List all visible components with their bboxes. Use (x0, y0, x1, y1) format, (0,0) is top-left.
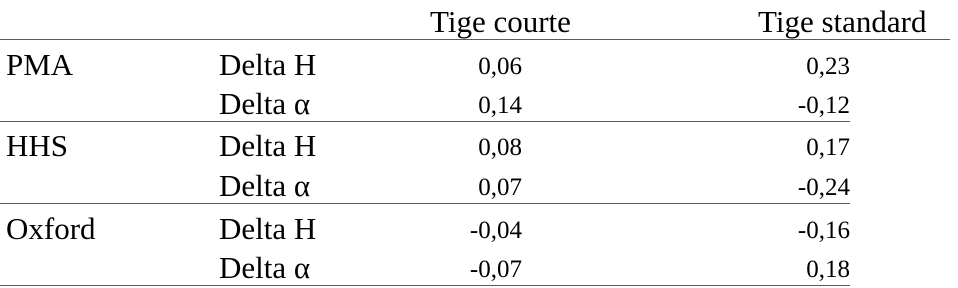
row-measure-label: Delta α (219, 86, 311, 121)
group-label-pma: PMA (6, 47, 74, 82)
value-cell: -0,16 (797, 217, 850, 244)
value-cell: 0,14 (478, 92, 522, 119)
value-cell: -0,07 (469, 256, 522, 283)
row-measure-label: Delta α (219, 250, 311, 285)
row-measure-label: Delta α (219, 168, 311, 203)
column-header-tige-standard: Tige standard (758, 4, 927, 39)
row-measure-label: Delta H (219, 128, 317, 163)
group-divider (0, 121, 850, 122)
value-cell: -0,24 (797, 174, 850, 201)
group-label-oxford: Oxford (6, 211, 96, 246)
value-cell: -0,04 (469, 217, 522, 244)
value-cell: 0,06 (478, 53, 522, 80)
group-divider (0, 203, 850, 204)
row-measure-label: Delta H (219, 47, 317, 82)
value-cell: 0,08 (478, 134, 522, 161)
group-label-hhs: HHS (6, 128, 69, 163)
column-header-tige-courte: Tige courte (430, 4, 571, 39)
row-measure-label: Delta H (219, 211, 317, 246)
value-cell: 0,18 (806, 256, 850, 283)
value-cell: 0,07 (478, 174, 522, 201)
table-bottom-rule (0, 285, 850, 286)
value-cell: -0,12 (797, 92, 850, 119)
value-cell: 0,17 (806, 134, 850, 161)
header-divider (0, 39, 950, 40)
value-cell: 0,23 (806, 53, 850, 80)
